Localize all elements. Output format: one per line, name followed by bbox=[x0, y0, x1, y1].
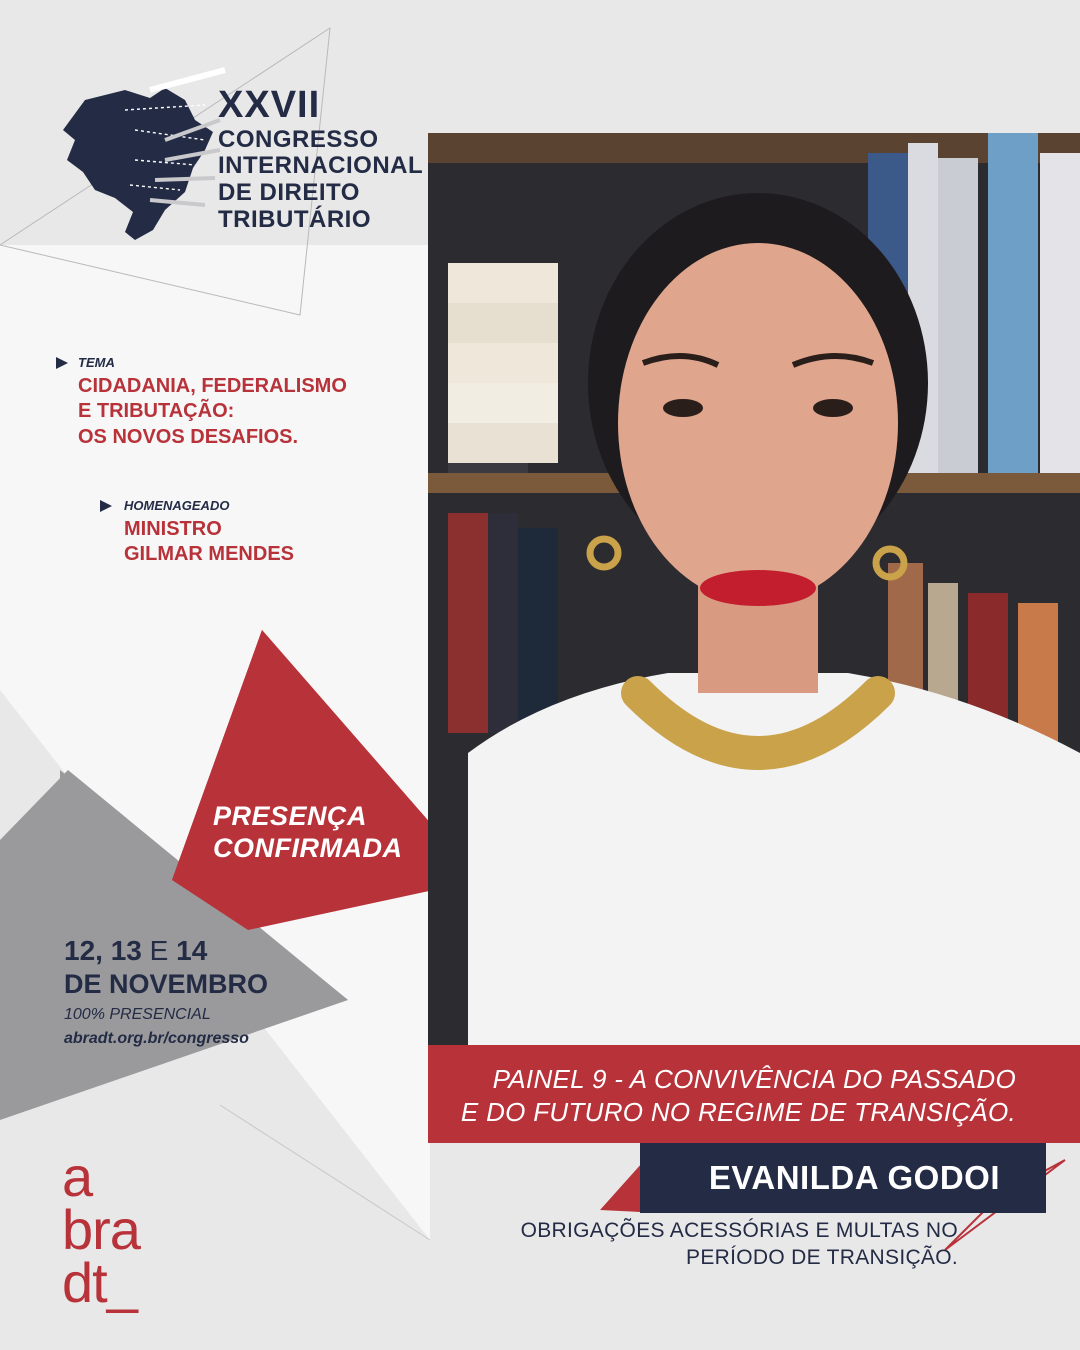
homenageado-section bbox=[100, 498, 294, 568]
presenca-line-1: PRESENÇA bbox=[213, 801, 368, 831]
event-title-line-4: TRIBUTÁRIO bbox=[218, 206, 371, 234]
homenageado-text bbox=[124, 517, 294, 568]
event-title-line-3: DE DIREITO bbox=[218, 179, 360, 207]
date-day-1: 12, bbox=[64, 935, 103, 966]
event-number: XXVII bbox=[218, 84, 321, 126]
panel-line-2: E DO FUTURO NO REGIME DE TRANSIÇÃO. bbox=[460, 1096, 1016, 1127]
play-arrow-icon bbox=[100, 500, 112, 512]
abradt-logo bbox=[62, 1145, 140, 1315]
speaker-topic-line-1: OBRIGAÇÕES ACESSÓRIAS E MULTAS NO bbox=[520, 1219, 958, 1242]
presenca-line-2: CONFIRMADA bbox=[213, 833, 403, 864]
event-title-line-2: INTERNACIONAL bbox=[218, 152, 424, 180]
dates-days bbox=[64, 935, 268, 967]
tema-line-2: E TRIBUTAÇÃO: bbox=[78, 400, 235, 423]
tema-section bbox=[56, 355, 347, 450]
event-mode: 100% PRESENCIAL bbox=[64, 1006, 211, 1023]
event-title bbox=[218, 84, 423, 234]
speaker-topic-line-2: PERÍODO DE TRANSIÇÃO. bbox=[686, 1246, 958, 1270]
dates-month: DE NOVEMBRO bbox=[64, 969, 269, 999]
homenageado-line-2: GILMAR MENDES bbox=[124, 543, 294, 566]
panel-title bbox=[416, 1063, 1016, 1128]
speaker-name-box bbox=[640, 1143, 1046, 1213]
speaker-photo bbox=[428, 133, 1080, 1045]
event-title-line-1: CONGRESSO bbox=[218, 125, 379, 153]
speaker-portrait-illustration bbox=[428, 133, 1080, 1045]
date-day-2: 13 bbox=[110, 935, 142, 966]
tema-label: TEMA bbox=[78, 355, 115, 370]
speaker-topic bbox=[440, 1217, 958, 1272]
date-day-3: 14 bbox=[176, 935, 208, 966]
brand-line-1: a bbox=[62, 1145, 93, 1208]
presenca-confirmada bbox=[213, 800, 402, 865]
event-dates bbox=[64, 935, 268, 1048]
homenageado-label: HOMENAGEADO bbox=[124, 498, 230, 513]
homenageado-line-1: MINISTRO bbox=[124, 518, 222, 540]
play-arrow-icon bbox=[56, 357, 68, 369]
panel-line-1: PAINEL 9 - A CONVIVÊNCIA DO PASSADO bbox=[492, 1064, 1016, 1094]
brand-line-2: bra bbox=[62, 1198, 140, 1262]
speaker-name: EVANILDA GODOI bbox=[708, 1159, 1000, 1196]
tema-line-1: CIDADANIA, FEDERALISMO bbox=[78, 375, 347, 397]
panel-banner bbox=[428, 1045, 1080, 1143]
date-conjunction: E bbox=[149, 935, 169, 966]
tema-line-3: OS NOVOS DESAFIOS. bbox=[78, 425, 299, 448]
event-url-link[interactable]: abradt.org.br/congresso bbox=[64, 1030, 249, 1047]
tema-text bbox=[78, 374, 347, 450]
brand-line-3: dt_ bbox=[62, 1251, 137, 1315]
